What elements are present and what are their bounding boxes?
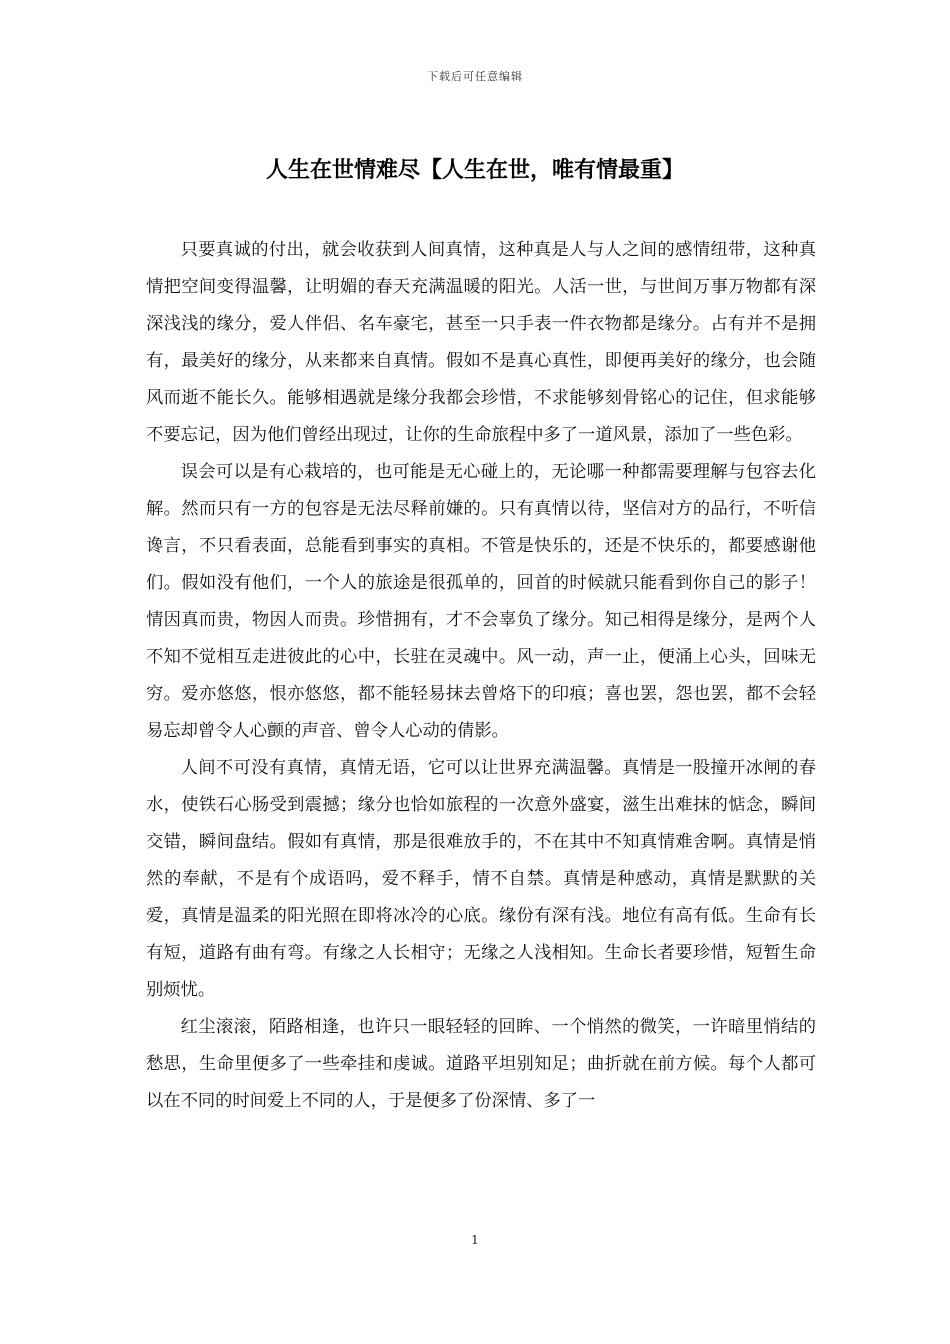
document-body bbox=[146, 232, 816, 1120]
paragraph-2: 误会可以是有心栽培的，也可能是无心碰上的，无论哪一种都需要理解与包容去化解。然而只有一方的包容是无法尽释前嫌的。只有真情以待，坚信对方的品行，不听信谗言，不只看表面，总能看到事实的真相。不管是快乐的，还是不快乐的，都要感谢他们。假如没有他们，一个人的旅途是很孤单的，回首的时候就只能看到你自己的影子！情因真而贵，物因人而贵。珍惜拥有，才不会辜负了缘分。知己相得是缘分，是两个人不知不觉相互走进彼此的心中，长驻在灵魂中。风一动，声一止，便涌上心头，回味无穷。爱亦悠悠，恨亦悠悠，都不能轻易抹去曾烙下的印痕；喜也罢，怨也罢，都不会轻易忘却曾令人心颤的声音、曾令人心动的倩影。 bbox=[146, 462, 816, 741]
page-number: 1 bbox=[471, 1233, 479, 1247]
paragraph-3: 人间不可没有真情，真情无语，它可以让世界充满温馨。真情是一股撞开冰闸的春水，使铁石心肠受到震撼；缘分也恰如旅程的一次意外盛宴，滋生出难抹的惦念，瞬间交错，瞬间盘结。假如有真情，那是很难放手的，不在其中不知真情难舍啊。真情是悄然的奉献，不是有个成语吗，爱不释手，情不自禁。真情是种感动，真情是默默的关爱，真情是温柔的阳光照在即将冰冷的心底。缘份有深有浅。地位有高有低。生命有长有短，道路有曲有弯。有缘之人长相守；无缘之人浅相知。生命长者要珍惜，短暂生命别烦忧。 bbox=[146, 758, 816, 1000]
document-title: 人生在世情难尽【人生在世，唯有情最重】 bbox=[265, 158, 684, 183]
paragraph-1: 只要真诚的付出，就会收获到人间真情，这种真是人与人之间的感情纽带，这种真情把空间变得温馨，让明媚的春天充满温暖的阳光。人活一世，与世间万事万物都有深深浅浅的缘分，爱人伴侣、名车豪宅，甚至一只手表一件衣物都是缘分。占有并不是拥有，最美好的缘分，从来都来自真情。假如不是真心真性，即便再美好的缘分，也会随风而逝不能长久。能够相遇就是缘分我都会珍惜，不求能够刻骨铭心的记住，但求能够不要忘记，因为他们曾经出现过，让你的生命旅程中多了一道风景，添加了一些色彩。 bbox=[146, 240, 816, 445]
header-note: 下载后可任意编辑 bbox=[427, 70, 523, 83]
paragraph-4: 红尘滚滚，陌路相逢，也许只一眼轻轻的回眸、一个悄然的微笑，一许暗里悄结的愁思，生命里便多了一些牵挂和虔诚。道路平坦别知足；曲折就在前方候。每个人都可以在不同的时间爱上不同的人，于是便多了份深情、多了一 bbox=[146, 1017, 816, 1111]
